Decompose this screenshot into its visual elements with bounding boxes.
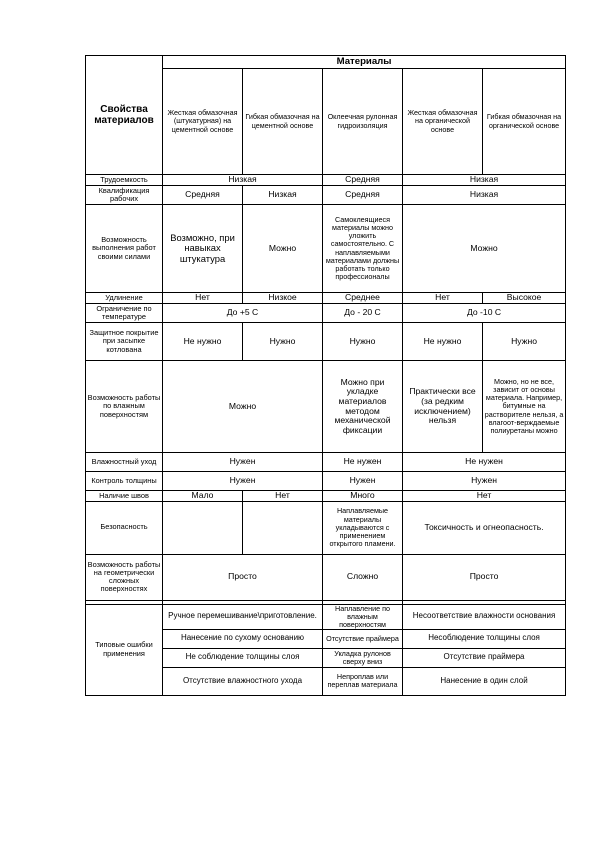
cell-value: Нет bbox=[403, 491, 566, 502]
row-label-seams: Наличие швов bbox=[86, 491, 163, 502]
cell-value: Сложно bbox=[323, 554, 403, 600]
cell-value: Низкая bbox=[243, 186, 323, 205]
cell-value: Средняя bbox=[323, 186, 403, 205]
error-item: Не соблюдение толщины слоя bbox=[163, 648, 323, 667]
cell-value: Нужно bbox=[243, 323, 323, 361]
error-item: Нанесение по сухому основанию bbox=[163, 629, 323, 648]
row-label-self-work: Возможность выполнения работ своими силами bbox=[86, 205, 163, 293]
row-label-wet-care: Влажностный уход bbox=[86, 453, 163, 472]
cell-value: Низкое bbox=[243, 293, 323, 304]
cell-value: Не нужно bbox=[403, 323, 483, 361]
materials-header: Материалы bbox=[163, 56, 566, 69]
row-label-wet-surface: Возможность работы по влажным поверхностям bbox=[86, 361, 163, 453]
properties-header: Свойства материалов bbox=[86, 56, 163, 175]
cell-value: Самоклеящиеся материалы можно уложить самостоятельно. С наплавляемыми материалами должны работать только профессионалы bbox=[323, 205, 403, 293]
cell-value: Можно, но не все, зависит от основы материала. Например, битумные на растворителе нельзя, а влагоот-верждаемые полиуретаны можно bbox=[483, 361, 566, 453]
cell-value: Среднее bbox=[323, 293, 403, 304]
error-item: Непроплав или переплав материала bbox=[323, 667, 403, 695]
error-item: Несоответствие влажности основания bbox=[403, 604, 566, 629]
cell-value: Просто bbox=[403, 554, 566, 600]
row-label-labor: Трудоемкость bbox=[86, 175, 163, 186]
cell-value: Наплавляемые материалы укладываются с применением открытого пламени. bbox=[323, 501, 403, 554]
cell-value: Можно при укладке материалов методом механической фиксации bbox=[323, 361, 403, 453]
cell-value: Практически все (за редким исключением) нельзя bbox=[403, 361, 483, 453]
cell-value: Нет bbox=[243, 491, 323, 502]
cell-value: Токсичность и огнеопасность. bbox=[403, 501, 566, 554]
error-item: Нанесение в один слой bbox=[403, 667, 566, 695]
cell-value: Нужно bbox=[323, 323, 403, 361]
error-item: Отсутствие влажностного ухода bbox=[163, 667, 323, 695]
error-item: Отсутствие праймера bbox=[403, 648, 566, 667]
cell-value: Нет bbox=[403, 293, 483, 304]
cell-value: Низкая bbox=[403, 175, 566, 186]
cell-value: До -10 С bbox=[403, 304, 566, 323]
cell-value: Просто bbox=[163, 554, 323, 600]
cell-value: До - 20 С bbox=[323, 304, 403, 323]
cell-value: Нужен bbox=[323, 472, 403, 491]
row-label-safety: Безопасность bbox=[86, 501, 163, 554]
cell-value: Низкая bbox=[163, 175, 323, 186]
row-label-thickness-control: Контроль толщины bbox=[86, 472, 163, 491]
cell-value: Нет bbox=[163, 293, 243, 304]
column-header-roll-waterproofing: Оклеечная рулонная гидроизоляция bbox=[323, 69, 403, 175]
cell-value: Не нужно bbox=[163, 323, 243, 361]
cell-value: Высокое bbox=[483, 293, 566, 304]
cell-value: Нужно bbox=[483, 323, 566, 361]
error-item: Ручное перемешивание\приготовление. bbox=[163, 604, 323, 629]
error-item: Наплавление по влажным поверхностям bbox=[323, 604, 403, 629]
cell-value: Можно bbox=[403, 205, 566, 293]
cell-value: Можно bbox=[243, 205, 323, 293]
cell-value: Средняя bbox=[323, 175, 403, 186]
cell-value: Возможно, при навыках штукатура bbox=[163, 205, 243, 293]
column-header-flexible-organic: Гибкая обмазочная на органической основе bbox=[483, 69, 566, 175]
error-item: Укладка рулонов сверху вниз bbox=[323, 648, 403, 667]
cell-value: Не нужен bbox=[323, 453, 403, 472]
cell-value: Нужен bbox=[163, 472, 323, 491]
column-header-rigid-cement: Жесткая обмазочная (штукатурная) на цементной основе bbox=[163, 69, 243, 175]
cell-value: Много bbox=[323, 491, 403, 502]
cell-value: Не нужен bbox=[403, 453, 566, 472]
row-label-protective: Защитное покрытие при засыпке котлована bbox=[86, 323, 163, 361]
cell-value: До +5 С bbox=[163, 304, 323, 323]
error-item: Несоблюдение толщины слоя bbox=[403, 629, 566, 648]
row-label-errors: Типовые ошибки применения bbox=[86, 604, 163, 695]
row-label-elongation: Удлинение bbox=[86, 293, 163, 304]
column-header-flexible-cement: Гибкая обмазочная на цементной основе bbox=[243, 69, 323, 175]
cell-value: Низкая bbox=[403, 186, 566, 205]
column-header-rigid-organic: Жесткая обмазочная на органической основе bbox=[403, 69, 483, 175]
cell-value: Средняя bbox=[163, 186, 243, 205]
cell-value: Можно bbox=[163, 361, 323, 453]
cell-value: Нужен bbox=[403, 472, 566, 491]
cell-value: Мало bbox=[163, 491, 243, 502]
row-label-temperature: Ограничение по температуре bbox=[86, 304, 163, 323]
materials-comparison-table bbox=[85, 55, 566, 696]
empty-cell bbox=[163, 501, 243, 554]
error-item: Отсутствие праймера bbox=[323, 629, 403, 648]
row-label-qualification: Квалификация рабочих bbox=[86, 186, 163, 205]
cell-value: Нужен bbox=[163, 453, 323, 472]
empty-cell bbox=[243, 501, 323, 554]
row-label-complex-surfaces: Возможность работы на геометрически сложных поверхностях bbox=[86, 554, 163, 600]
